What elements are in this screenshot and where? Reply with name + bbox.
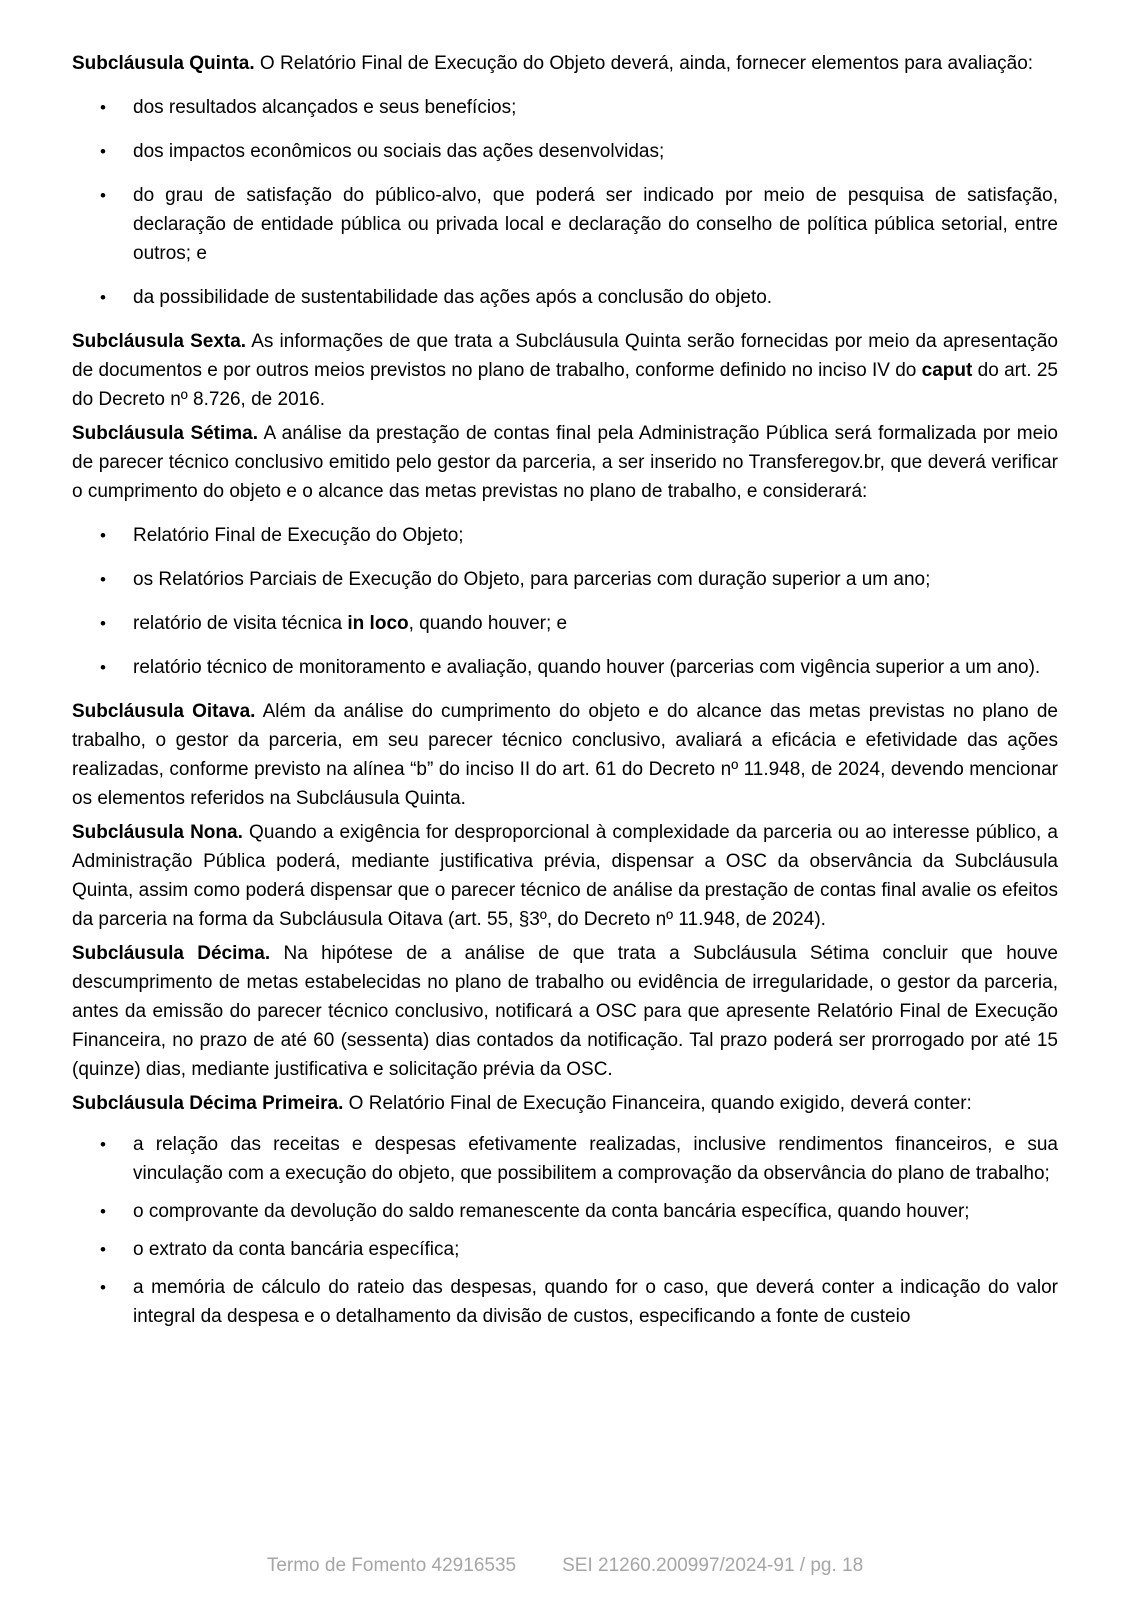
bullet-icon: • bbox=[100, 1278, 106, 1297]
paragraph-subclausula-decima-primeira bbox=[72, 1089, 1058, 1118]
clause-label: Subcláusula Décima. bbox=[72, 943, 271, 964]
bullet-icon: • bbox=[100, 98, 106, 117]
paragraph-subclausula-sexta bbox=[72, 327, 1058, 414]
list-parecer-considerara bbox=[72, 521, 1058, 682]
list-item-text: relatório técnico de monitoramento e avaliação, quando houver (parcerias com vigência superior a um ano). bbox=[133, 657, 1041, 678]
list-item bbox=[72, 181, 1058, 268]
list-item bbox=[72, 1130, 1058, 1188]
paragraph-text: As informações de que trata a Subcláusula Quinta serão fornecidas por meio da apresentação de documentos e por outros meios previstos no plano de trabalho, conforme definido no inciso IV do bbox=[72, 331, 1058, 381]
list-elementos-avaliacao bbox=[72, 93, 1058, 312]
bullet-icon: • bbox=[100, 1240, 106, 1259]
paragraph-text: Na hipótese de a análise de que trata a Subcláusula Sétima concluir que houve descumprimento de metas estabelecidas no plano de trabalho ou evidência de irregularidade, o gestor da parceria, antes da emissão do parecer técnico conclusivo, notificará a OSC para que apresente Relatório Final de Execução Financeira, no prazo de até 60 (sessenta) dias contados da notificação. Tal prazo poderá ser prorrogado por até 15 (quinze) dias, mediante justificativa e solicitação prévia da OSC. bbox=[72, 943, 1058, 1080]
list-relatorio-financeiro-conteudo bbox=[72, 1130, 1058, 1331]
paragraph-text: Quando a exigência for desproporcional à complexidade da parceria ou ao interesse público, a Administração Pública poderá, mediante justificativa prévia, dispensar a OSC da observância da Subcláusula Quinta, assim como poderá dispensar que o parecer técnico de análise da prestação de contas final avalie os efeitos da parceria na forma da Subcláusula Oitava (art. 55, §3º, do Decreto nº 11.948, de 2024). bbox=[72, 822, 1059, 930]
paragraph-subclausula-nona bbox=[72, 818, 1058, 934]
list-item bbox=[72, 93, 1058, 122]
footer-sei-ref: SEI 21260.200997/2024-91 / pg. 18 bbox=[562, 1555, 864, 1576]
bullet-icon: • bbox=[100, 658, 106, 677]
list-item bbox=[72, 1197, 1058, 1226]
footer-document-ref: Termo de Fomento 42916535 bbox=[266, 1555, 517, 1576]
list-item-text: dos impactos econômicos ou sociais das ações desenvolvidas; bbox=[133, 141, 665, 162]
paragraph-text: do art. 25 do Decreto nº 8.726, de 2016. bbox=[72, 360, 1058, 410]
paragraph-subclausula-setima bbox=[72, 419, 1058, 506]
emphasis-in-loco: in loco bbox=[347, 613, 409, 634]
list-item bbox=[72, 521, 1058, 550]
clause-label: Subcláusula Oitava. bbox=[72, 701, 256, 722]
list-item bbox=[72, 1273, 1058, 1331]
bullet-icon: • bbox=[100, 186, 106, 205]
paragraph-text: A análise da prestação de contas final pela Administração Pública será formalizada por meio de parecer técnico conclusivo emitido pelo gestor da parceria, a ser inserido no Transferegov.br, que deverá verificar o cumprimento do objeto e o alcance das metas previstas no plano de trabalho, e considerará: bbox=[72, 423, 1058, 502]
clause-label: Subcláusula Quinta. bbox=[72, 53, 255, 74]
list-item bbox=[72, 1235, 1058, 1264]
bullet-icon: • bbox=[100, 288, 106, 307]
clause-label: Subcláusula Décima Primeira. bbox=[72, 1093, 344, 1114]
paragraph-text: O Relatório Final de Execução Financeira, quando exigido, deverá conter: bbox=[343, 1093, 972, 1114]
emphasis-caput: caput bbox=[921, 360, 973, 381]
page-footer bbox=[0, 1551, 1130, 1580]
list-item bbox=[72, 653, 1058, 682]
bullet-icon: • bbox=[100, 526, 106, 545]
bullet-icon: • bbox=[100, 570, 106, 589]
clause-label: Subcláusula Sexta. bbox=[72, 331, 247, 352]
paragraph-text: Além da análise do cumprimento do objeto e do alcance das metas previstas no plano de trabalho, o gestor da parceria, em seu parecer técnico conclusivo, avaliará a eficácia e efetividade das ações realizadas, conforme previsto na alínea “b” do inciso II do art. 61 do Decreto nº 11.948, de 2024, devendo mencionar os elementos referidos na Subcláusula Quinta. bbox=[72, 701, 1058, 809]
paragraph-subclausula-decima bbox=[72, 939, 1058, 1084]
bullet-icon: • bbox=[100, 1202, 106, 1221]
list-item-text: os Relatórios Parciais de Execução do Objeto, para parcerias com duração superior a um ano; bbox=[133, 569, 931, 590]
bullet-icon: • bbox=[100, 614, 106, 633]
list-item bbox=[72, 609, 1058, 638]
paragraph-subclausula-quinta bbox=[72, 49, 1058, 78]
list-item-text: dos resultados alcançados e seus benefícios; bbox=[133, 97, 517, 118]
list-item-text: a relação das receitas e despesas efetivamente realizadas, inclusive rendimentos financeiros, e sua vinculação com a execução do objeto, que possibilitem a comprovação da observância do plano de trabalho; bbox=[133, 1134, 1058, 1184]
list-item-text: relatório de visita técnica in loco, quando houver; e bbox=[133, 613, 568, 634]
paragraph-subclausula-oitava bbox=[72, 697, 1058, 813]
list-item-text: o extrato da conta bancária específica; bbox=[133, 1239, 460, 1260]
clause-label: Subcláusula Nona. bbox=[72, 822, 243, 843]
bullet-icon: • bbox=[100, 1135, 106, 1154]
list-item-text: da possibilidade de sustentabilidade das ações após a conclusão do objeto. bbox=[133, 287, 773, 308]
list-item bbox=[72, 137, 1058, 166]
list-item-text: o comprovante da devolução do saldo remanescente da conta bancária específica, quando houver; bbox=[133, 1201, 970, 1222]
list-item bbox=[72, 283, 1058, 312]
list-item-text: a memória de cálculo do rateio das despesas, quando for o caso, que deverá conter a indicação do valor integral da despesa e o detalhamento da divisão de custos, especificando a fonte de custeio bbox=[133, 1277, 1058, 1327]
list-item-text: do grau de satisfação do público-alvo, que poderá ser indicado por meio de pesquisa de satisfação, declaração de entidade pública ou privada local e declaração do conselho de política pública setorial, entre outros; e bbox=[133, 185, 1058, 264]
paragraph-text: O Relatório Final de Execução do Objeto deverá, ainda, fornecer elementos para avaliação: bbox=[254, 53, 1034, 74]
list-item-text: Relatório Final de Execução do Objeto; bbox=[133, 525, 464, 546]
list-item bbox=[72, 565, 1058, 594]
clause-label: Subcláusula Sétima. bbox=[72, 423, 259, 444]
bullet-icon: • bbox=[100, 142, 106, 161]
